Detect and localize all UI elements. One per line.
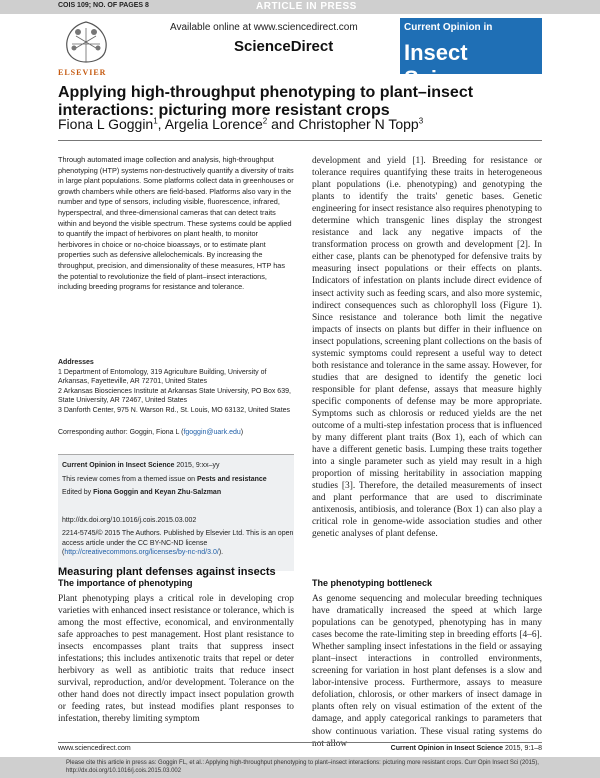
- theme-prefix: This review comes from a themed issue on: [62, 475, 197, 483]
- license-link[interactable]: http://creativecommons.org/licenses/by-nc-nd/3.0/: [64, 549, 219, 556]
- divider: [58, 140, 542, 141]
- addresses: [58, 358, 294, 415]
- info-journal: Current Opinion in Insect Science: [62, 462, 175, 469]
- author-name: Argelia Lorence: [164, 116, 263, 132]
- author-list: Fiona L Goggin$^1$, Argelia Lorence$^2$ and Christopher N Topp$^3$: [58, 116, 424, 132]
- author-affiliation-mark: 3: [418, 116, 424, 126]
- section-heading: Measuring plant defenses against insects: [58, 566, 276, 578]
- page-footer: [58, 745, 542, 752]
- info-year: 2015, 9:xx–yy: [174, 462, 220, 469]
- author-affiliation-mark: 1: [153, 116, 158, 126]
- article-in-press-label: ARTICLE IN PRESS: [256, 1, 357, 12]
- citation-text: Please cite this article in press as: Goggin FL, et al.: Applying high-throughput phenotyping to plant–insect interactions: picturing more resistant crops. Curr Opin Insect Sci (2015), http://dx.doi.org/10.1016/j.cois.2015.03.002: [66, 760, 539, 774]
- editors-names: Fiona Goggin and Keyan Zhu-Salzman: [93, 489, 222, 496]
- address-item: 3 Danforth Center, 975 N. Warson Rd., St. Louis, MO 63132, United States: [58, 406, 291, 414]
- license-end: ).: [218, 549, 224, 556]
- journal-logo: [400, 18, 542, 91]
- editors-prefix: Edited by: [62, 489, 94, 496]
- citation-bar: [0, 757, 600, 778]
- author-name: Christopher N Topp: [298, 116, 419, 132]
- subsection-heading: The phenotyping bottleneck: [312, 578, 433, 588]
- corresponding-end: ): [240, 429, 244, 436]
- abstract: Through automated image collection and analysis, high-throughput phenotyping (HTP) systems non-destructively quantify a diversity of traits in large plant populations. Some platforms collect data in greenhouses or growth chambers while others are field-based. Platforms also vary in the number and type of sensors, including visible, fluorescence, infrared, hyperspectral, and three-dimensional cameras that can detect traits within and beyond the visible spectrum. These systems could be applied to quantify the impact of herbivores on plant health, to monitor herbivores in choice or no-choice bioassays, or to estimate plant properties such as defensive allelochemicals. By increasing the throughput, precision, and dimensionality of these measures, HTP has the potential to revolutionize the field of plant–insect interactions, including breeding programs for resistance and tolerance.: [58, 155, 294, 292]
- author-name: Fiona L Goggin: [58, 116, 154, 132]
- manuscript-code: COIS 109; NO. OF PAGES 8: [58, 2, 149, 9]
- section-heading-block: [58, 566, 294, 588]
- license-text: 2214-5745/© 2015 The Authors. Published by Elsevier Ltd. This is an open access article under the CC BY-NC-ND license (: [62, 530, 294, 556]
- corresponding-label: Corresponding author: Goggin, Fiona L (: [58, 429, 184, 436]
- body-text-right-bottom: As genome sequencing and molecular breeding techniques have dramatically increased the speed at which large populations can be genotyped, phenotyping has in many cases become the rate-limiting step in breeding efforts [4–6]. Whether sampling insect infestations in the field or assaying plant–insect interactions in controlled environments, screening for variation in host plant defenses is a slow and labor-intensive process. Furthermore, assays to measure defoliation, chlorosis, or other markers of insect damage in plants often rely on visual estimation of the extent of the damage, and apply categorical rankings to parameters that show continuous variation. These visual rating systems do not allow: [312, 594, 542, 749]
- address-item: 1 Department of Entomology, 319 Agriculture Building, University of Arkansas, Fayetteville, AR 72701, United States: [58, 368, 267, 385]
- journal-logo-line1: Current Opinion in: [404, 22, 493, 33]
- doi-link[interactable]: http://dx.doi.org/10.1016/j.cois.2015.03.002: [62, 516, 197, 524]
- subsection-heading: The importance of phenotyping: [58, 578, 193, 588]
- corresponding-email-link[interactable]: fgoggin@uark.edu: [183, 429, 241, 436]
- theme-link[interactable]: Pests and resistance: [197, 475, 267, 483]
- article-title: Applying high-throughput phenotyping to plant–insect interactions: picturing more resistant crops: [58, 84, 474, 119]
- available-online-text: Available online at www.sciencedirect.com: [170, 22, 358, 33]
- body-text-left-bottom: Plant phenotyping plays a critical role in developing crop varieties with enhanced insect resistance or tolerance, which is among the most effective, economical, and environmentally safe approaches to pest management. Host plant resistance to insects encompasses plant traits that suppress insect infestations; this includes antixenotic traits that repel or deter herbivory as well as antibiotic traits that reduce insect survival, reproduction, and/or development. Tolerance on the other hand does not directly impact insect population growth or feeding rates, but instead modifies plant responses to infestation, thereby limiting symptom: [58, 594, 294, 725]
- article-info-box: [58, 454, 294, 571]
- footer-journal: Current Opinion in Insect Science: [390, 745, 504, 752]
- top-banner: [0, 0, 600, 14]
- sciencedirect-logo[interactable]: ScienceDirect: [234, 38, 334, 55]
- address-item: 2 Arkansas Biosciences Institute at Arkansas State University, PO Box 639, State University, AR 72467, United States: [58, 387, 291, 404]
- journal-logo-line2: Insect Science: [404, 40, 488, 91]
- subsection-heading-right: [312, 578, 432, 588]
- elsevier-wordmark: ELSEVIER: [58, 68, 107, 77]
- corresponding-author: [58, 428, 294, 438]
- addresses-heading: Addresses: [58, 359, 94, 366]
- footer-issue: 2015, 9:1–8: [503, 745, 542, 752]
- author-affiliation-mark: 2: [262, 116, 268, 126]
- footer-divider: [58, 742, 542, 743]
- footer-website[interactable]: www.sciencedirect.com: [58, 745, 131, 752]
- body-text-right-top: development and yield [1]. Breeding for resistance or tolerance requires quantifying these traits in heterogeneous plant populations (i.e. phenotyping) and genotyping the plants to identify the traits' genetic bases. Genetic engineering for insect resistance also requires phenotyping to determine which transgenic lines display the strongest resistance and lack any negative impacts of the transformation process on growth and development [2]. In either case, plants can be phenotyped for defensive traits by measuring insect populations or their effects on plants. Indicators of infestation on plants include direct evidence of insect activity such as feeding scars, and also more systemic, indirect consequences such as chlorophyll loss (Figure 1). Since resistance and tolerance both limit the negative impacts of insects on plants but differ in their influence on insect populations, screening plant collections on the basis of systemic symptoms could represent a useful way to detect both resistance and tolerance in the same assay. However, for studies that are designed to identify the genetic loci responsible for plant defense, assays that measure highly specific components of defense may be more appropriate. Symptoms such as chlorosis or reduced yields are the net outcome of a multi-step infestation process that is influenced by many different plant traits (Box 1), each of which can have a different genetic basis. Lumping these traits together into a single parameter such as yield may result in a high proportion of missing heritability in association mapping studies [3]. Therefore, the detailed measurements of insect and plant performance that are used to discriminate antixenosis, antibiosis, and tolerance (Box 1) can also play a critical role in genome-wide association studies and other genetic analyses of plant defense.: [312, 156, 542, 540]
